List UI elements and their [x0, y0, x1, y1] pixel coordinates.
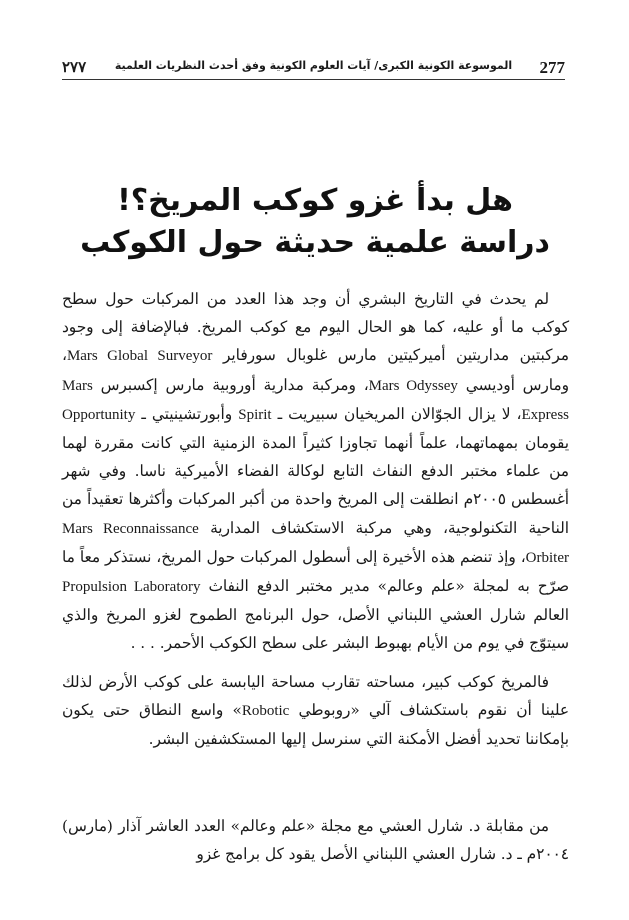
footnote-text: من مقابلة د. شارل العشي مع مجلة «علم وعالم» العدد العاشر آذار (مارس) ٢٠٠٤م ـ د. شارل العشي اللبناني الأصل يقود كل برامج غزو	[62, 817, 569, 863]
text-run: » واسع النطاق حتى يكون بإمكاننا تحديد أفضل الأمكنة التي سنرسل إليها المستكشفين البشر.	[62, 700, 569, 749]
paragraph-1	[62, 285, 569, 658]
latin-term: Spirit	[238, 406, 272, 423]
latin-term: Mars Odyssey	[368, 377, 458, 394]
text-run: ، وإذ تنضم هذه الأخيرة إلى أسطول المركبات حول المريخ، نستذكر معاً ما صرّح به لمجلة «علم وعالم» مدير مختبر الدفع النفاث	[62, 547, 569, 596]
text-run: لم يحدث في التاريخ البشري أن وجد هذا العدد من المركبات حول سطح كوكب ما أو عليه، كما هو الحال اليوم مع كوكب المريخ. فبالإضافة إلى وجود مركبتين مداريتين أميركيتين مارس غلوبال سورفاير	[62, 290, 569, 365]
footnote	[62, 812, 569, 868]
paragraph-2	[62, 668, 569, 754]
text-run: ، ومركبة مدارية أوروبية مارس إكسبرس	[92, 375, 369, 394]
text-run: ، ومارس أوديسي	[62, 346, 569, 394]
latin-term: Mars Global Surveyor	[66, 348, 213, 365]
text-run: العالم شارل العشي اللبناني الأصل، حول البرنامج الطموح لغزو المريخ والذي سيتوّج في يوم من الأيام بهبوط البشر على سطح الكوكب الأحمر. . . .	[62, 606, 569, 653]
article-title-line-2: دراسة علمية حديثة حول الكوكب	[80, 225, 550, 260]
text-run: فالمريخ كوكب كبير، مساحته تقارب مساحة اليابسة على كوكب الأرض لذلك علينا أن نقوم باستكشاف آلي «روبوطي	[62, 672, 570, 719]
running-title: الموسوعة الكونية الكبرى/ آيات العلوم الكونية وفق أحدث النظريات العلمية	[114, 59, 513, 72]
text-run: وأبورتشينيتي ـ	[135, 404, 239, 423]
text-run: ، لا يزال الجوّالان المريخيان سبيريت ـ	[271, 404, 522, 423]
latin-term: Mars Reconnaissance Orbiter	[62, 520, 569, 566]
article-title	[60, 180, 570, 264]
text-run: يقومان بمهماتهما، علماً أنهما تجاوزا كثيراً المدة الزمنية التي كانت مقررة لهما من علماء مختبر الدفع النفاث التابع لوكالة الفضاء الأميركية ناسا. وفي شهر أغسطس ٢٠٠٥م انطلقت إلى المريخ واحدة من أكبر المركبات وأكثرها تعقيداً من الناحية التكنولوجية، وهي مركبة الاستكشاف المدارية	[62, 434, 569, 537]
page-number-arabic: ٢٧٧	[62, 58, 87, 76]
article-title-line-1: هل بدأ غزو كوكب المريخ؟!	[117, 183, 513, 218]
page-number-latin: 277	[539, 58, 565, 77]
article-body	[62, 285, 569, 753]
running-header	[62, 58, 565, 78]
latin-term: Mars Express	[62, 377, 569, 423]
latin-term: Opportunity	[62, 406, 136, 423]
latin-term: Propulsion Laboratory	[62, 579, 201, 596]
latin-term: Robotic	[241, 702, 290, 719]
header-rule	[62, 79, 565, 80]
